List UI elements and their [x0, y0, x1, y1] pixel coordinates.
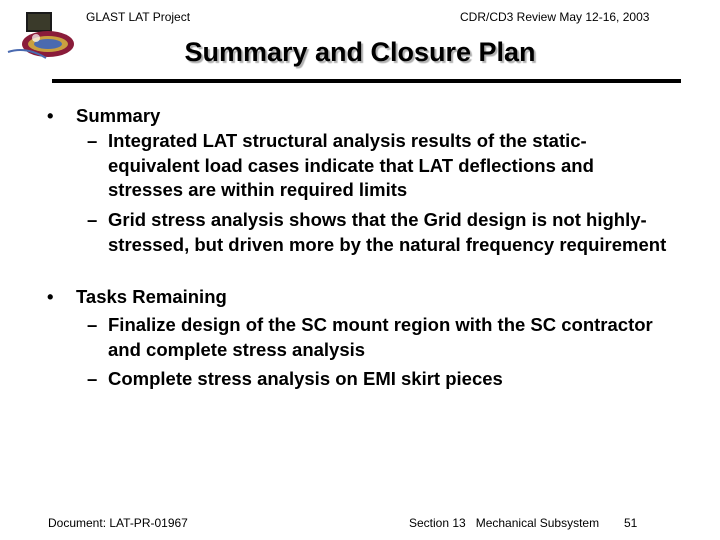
tasks-item-2: Complete stress analysis on EMI skirt pieces	[108, 368, 503, 389]
header-review: CDR/CD3 Review May 12-16, 2003	[460, 10, 650, 24]
dash-icon: –	[87, 209, 98, 230]
footer-section: Section 13 Mechanical Subsystem	[409, 516, 600, 530]
dash-icon: –	[87, 314, 98, 335]
bullet-icon: •	[47, 105, 54, 126]
title-divider	[52, 79, 681, 83]
header-project: GLAST LAT Project	[86, 10, 191, 24]
dash-icon: –	[87, 368, 98, 389]
dash-icon: –	[87, 130, 98, 151]
summary-item-2: Grid stress analysis shows that the Grid design is not highly-stressed, but driven more by the natural frequency requirement	[108, 209, 667, 255]
logo-instrument-panel	[28, 14, 50, 30]
tasks-item-1: Finalize design of the SC mount region with the SC contractor and complete stress analysis	[108, 314, 653, 360]
summary-item-1: Integrated LAT structural analysis results of the static-equivalent load cases indicate that LAT deflections and stresses are within required limits	[108, 130, 594, 200]
footer-document: Document: LAT-PR-01967	[48, 516, 188, 530]
section-heading-tasks: Tasks Remaining	[76, 286, 227, 307]
page-title: Summary and Closure Plan	[184, 37, 536, 67]
footer-page-number: 51	[624, 516, 638, 530]
bullet-icon: •	[47, 286, 54, 307]
section-heading-summary: Summary	[76, 105, 161, 126]
